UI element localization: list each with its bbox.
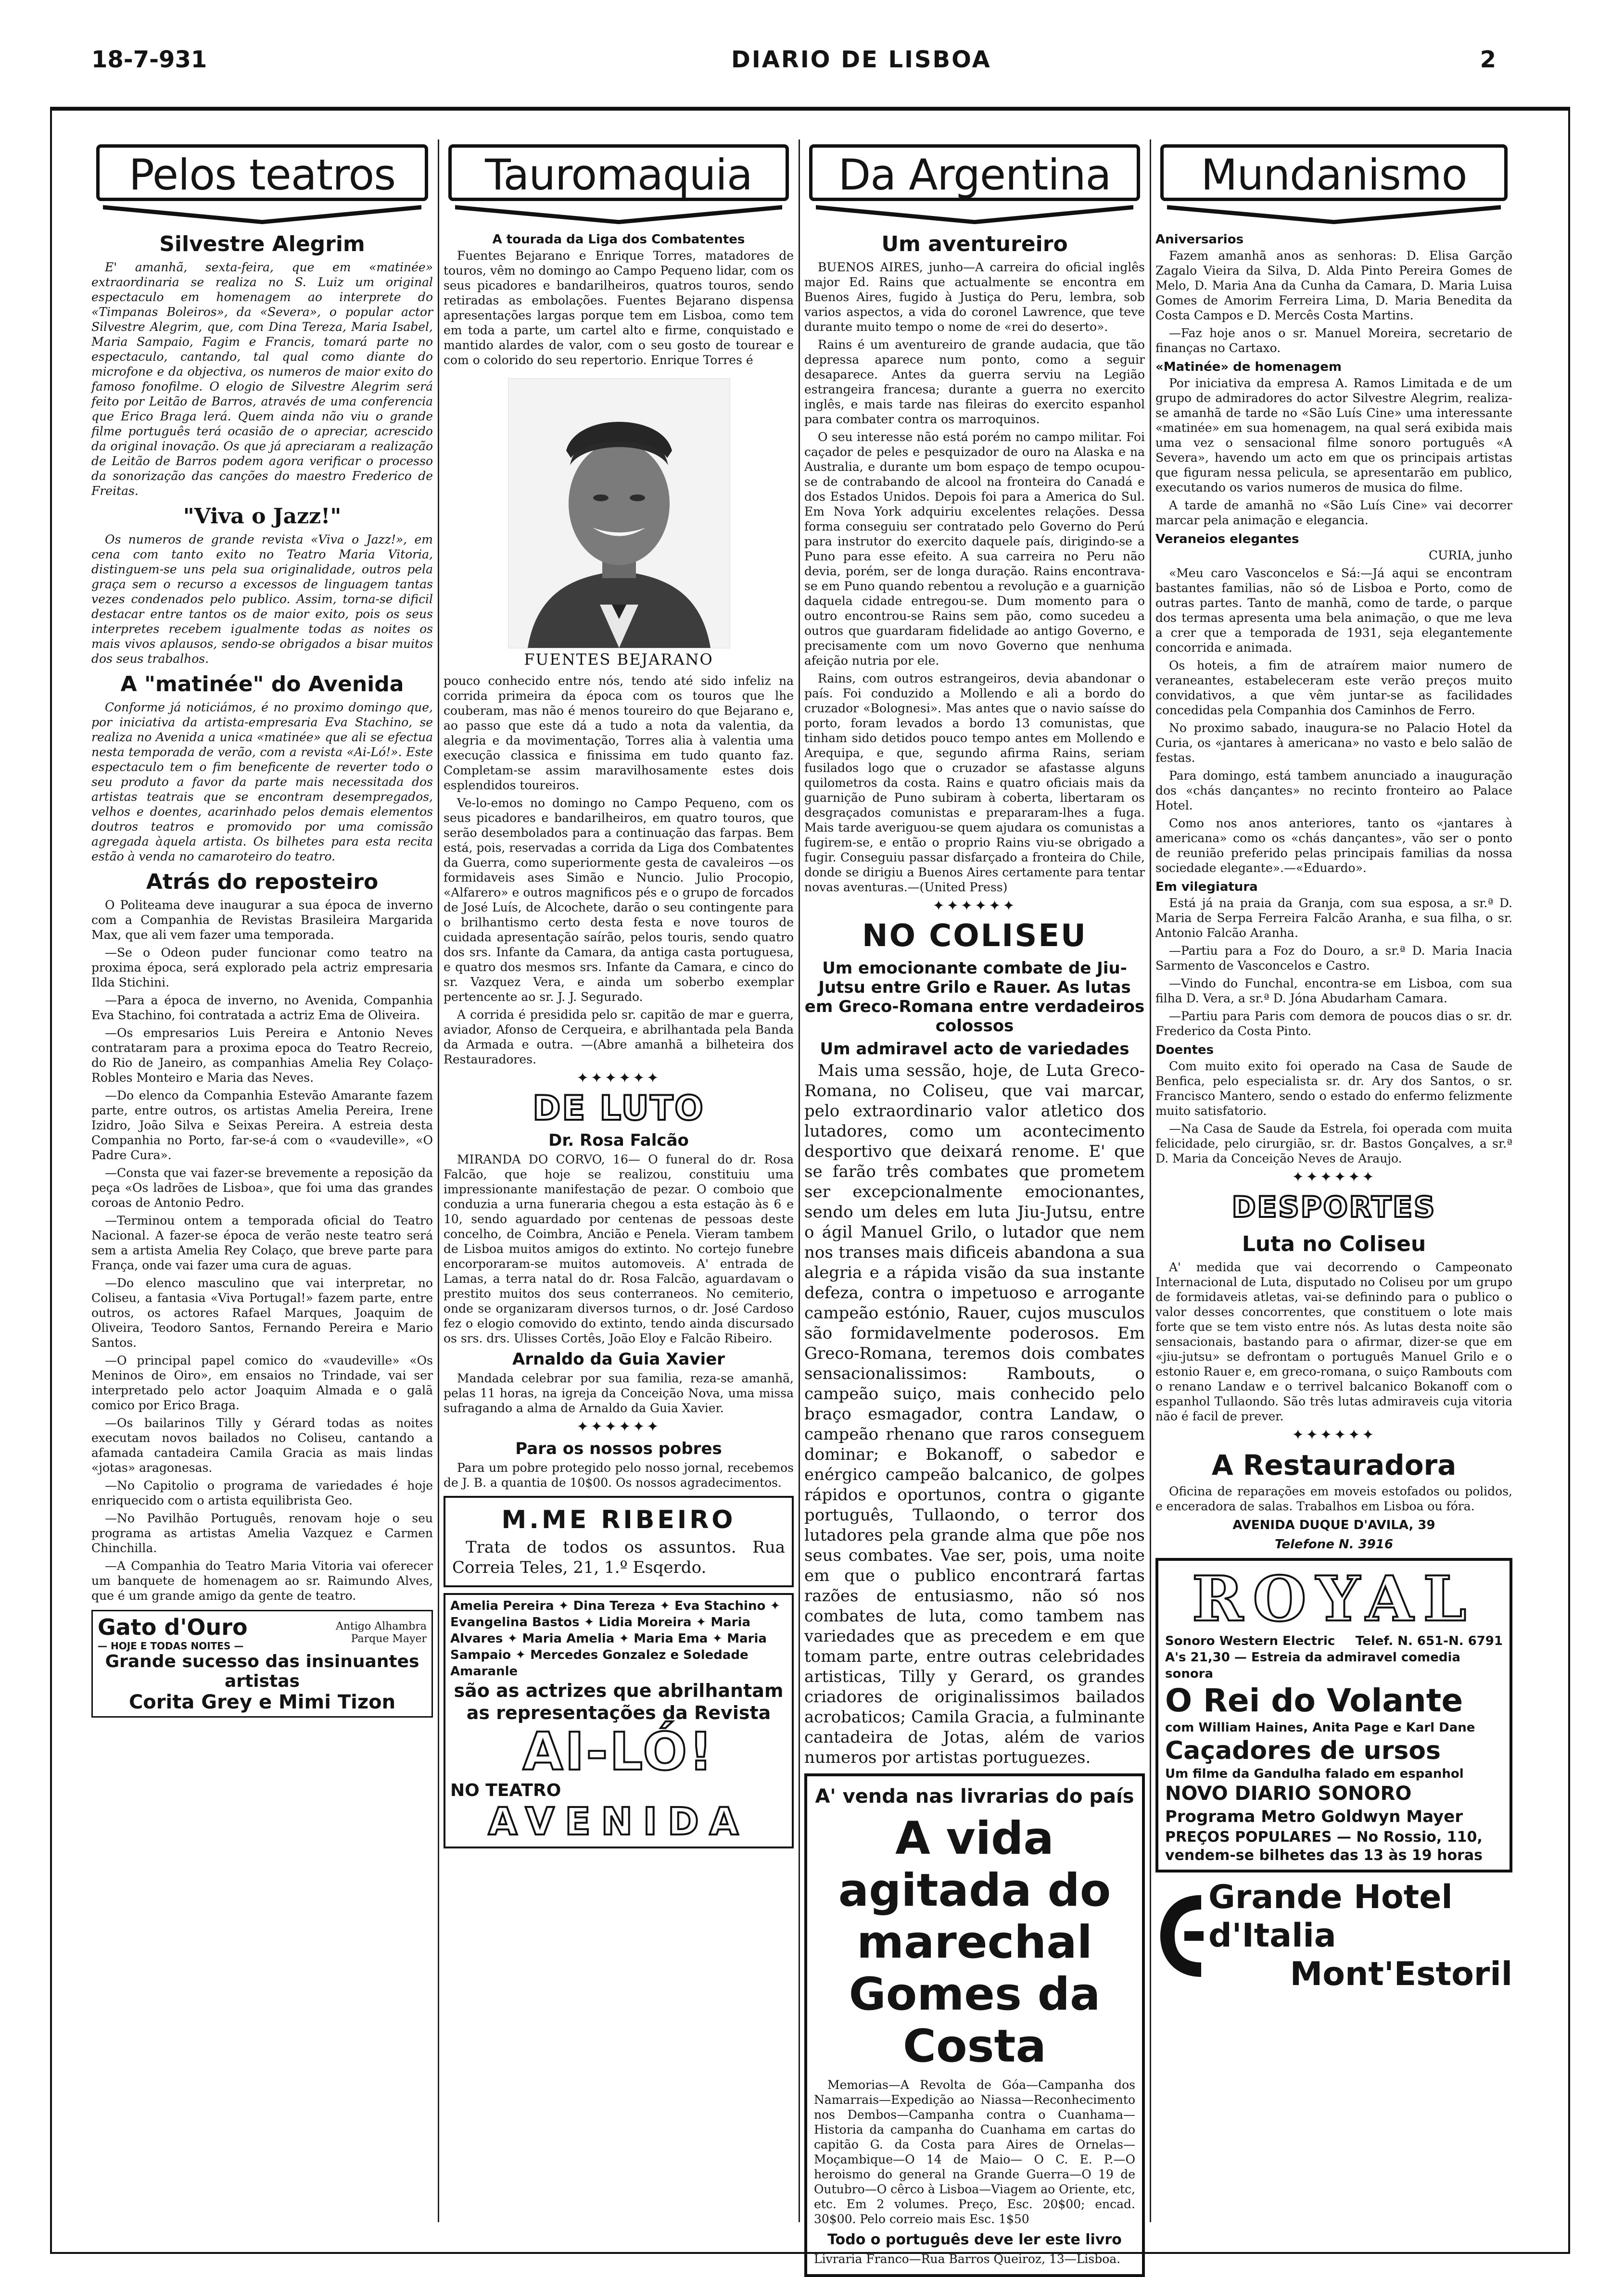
section-banner — [1155, 139, 1512, 225]
section-banner — [444, 139, 794, 225]
film-cast: com William Haines, Anita Page e Karl Dane — [1165, 1720, 1475, 1735]
news-item: —Os bailarinos Tilly y Gérard todas as noites executam novos bailados no Coliseu, cantando a afamada cantadeira Camila Gracia as mais lindas «jotas» aragonesas. — [91, 1416, 433, 1475]
obituary-body: MIRANDA DO CORVO, 16— O funeral do dr. Rosa Falcão, que hoje se realizou, constituiu uma impressionante manifestação de pezar. O comboio que conduzia a urna funeraria chegou a esta estação às 6 e 10, sendo aguardado por centenas de pessoas deste concelho, de Coimbra, Ancião e Penela. Vieram tambem de Lisboa muitos amigos do extinto. No cortejo funebre encorporaram-se muitos automoveis. A' entrada de Lamas, a terra natal do dr. Rosa Falcão, aguardavam o prestito muitos dos seus conterraneos. No cemiterio, onde se organizaram diversos turnos, o dr. José Cardoso fez o elogio comovido do extinto, tendo ainda discursado os srs. drs. Ulisses Cortês, João Eloy e Falcão Ribeiro. — [444, 1152, 794, 1345]
banner-swash — [1167, 203, 1501, 224]
society-body: Para domingo, está tambem anunciado a inauguração dos «chás dançantes» no recinto fronteiro ao Palace Hotel. — [1155, 769, 1512, 812]
society-body: —Partiu para a Foz do Douro, a sr.ª D. Maria Inacia Sarmento de Vasconcelos e Castro. — [1155, 944, 1512, 973]
column-argentina — [804, 139, 1145, 2266]
society-body: No proximo sabado, inaugura-se no Palacio Hotel da Curia, os «jantares à americana» no vasto e belo salão de festas. — [1155, 721, 1512, 765]
newsreel-title: NOVO DIARIO SONORO — [1165, 1783, 1412, 1805]
banner-swash — [103, 203, 421, 224]
society-heading: Doentes — [1155, 1043, 1214, 1057]
news-item: —No Capitolio o programa de variedades é hoje enriquecido com o artista equilibrista Geo. — [91, 1479, 433, 1507]
society-heading: Veraneios elegantes — [1155, 532, 1299, 546]
dateline: CURIA, junho — [1429, 548, 1512, 562]
article-heading: Silvestre Alegrim — [159, 232, 365, 256]
book-publisher: Livraria Franco—Rua Barros Queiroz, 13—Lisboa. — [814, 2252, 1121, 2266]
charity-body: Para um pobre protegido pelo nosso jornal, recebemos de J. B. a quantia de 10$00. Os nossos agradecimentos. — [444, 1461, 794, 1490]
cinema-sound-system: Sonoro Western Electric — [1165, 1634, 1335, 1648]
film-title: Caçadores de ursos — [1165, 1736, 1441, 1765]
article-heading: Luta no Coliseu — [1242, 1232, 1426, 1256]
hotel-ad — [1155, 1878, 1512, 1994]
coliseum-heading: NO COLISEU — [862, 918, 1087, 954]
divider-ornament: ✦✦✦✦✦✦ — [576, 1070, 661, 1087]
column-rule — [799, 139, 800, 2222]
article-heading: "Viva o Jazz!" — [183, 504, 342, 529]
section-banner — [91, 139, 433, 225]
society-body: —Na Casa de Saude da Estrela, foi operada com muita felicidade, pelo cirurgião, sr. dr. Bastos Gonçalves, a sr.ª D. Maria da Conceição Neves de Araujo. — [1155, 1122, 1512, 1165]
ad-name: M.ME RIBEIRO — [501, 1505, 736, 1534]
banner-swash — [816, 203, 1133, 224]
article-heading: Atrás do reposteiro — [146, 870, 379, 894]
royal-cinema-ad — [1155, 1558, 1512, 1872]
article-body: O seu interesse não está porém no campo militar. Foi caçador de peles e pesquizador de ouro na Alaska e na Australia, e durante um bom espaço de tempo ocupou-se de contrabando de alcool na fronteira do Canadá e dos Estados Unidos. Depois foi para a America do Sul. Em Nova York adquiriu excelentes relações. Dessa forma conseguiu ser contratado pelo Governo do Perú para instrutor do exercito daquele país, dirigindo-se a Puno para esse efeito. A sua carreira no Peru não devia, porém, ser de longa duração. Rains encontrava-se em Puno quando rebentou a revolução e a guarnição daquela cidade entregou-se. Dum momento para o outro encontrou-se Rains sem pão, como sucedeu a outros que guardaram fidelidade ao antigo Governo, e precisamente com um novo Governo que nenhuma afeição nutria por ele. — [804, 430, 1145, 668]
news-item: —No Pavilhão Português, renovam hoje o seu programa as artistas Amelia Vazquez e Carmen Chinchilla. — [91, 1511, 433, 1555]
divider-ornament: ✦✦✦✦✦✦ — [932, 898, 1017, 914]
news-item: —Do elenco da Companhia Estevão Amarante fazem parte, entre outros, os artistas Amelia Pereira, Irene Izidro, João Silva e Seixas Pereira. A estreia desta Companhia no Porto, far-se-á com o «vaudeville», «O Padre Cura». — [91, 1088, 433, 1162]
section-banner — [804, 139, 1145, 225]
article-body: Rains, com outros estrangeiros, devia abandonar o país. Foi conduzido a Mollendo e ali a bordo do cruzador «Bolognesi». Mas antes que o navio saísse do porto, foram levados a bordo 13 comunistas, que tinham sido detidos pouco tempo antes em Mollendo e Arequipa, e que, segundo afirma Rains, seriam fusilados logo que o cruzador se afastasse alguns quilometros da costa. Rains e quatro oficiais mais da guarnição de Puno subiram à coberta, libertaram os desgraçados comunistas e prepararam-lhes a fuga. Mais tarde averiguou-se quem ajudara os comunistas a fugirem-se, e então o proprio Rains viu-se obrigado a fugir. Conseguiu passar disfarçado a fronteira do Chile, donde se dirigiu a Buenos Aires certamente para tentar novas aventuras.—(United Press) — [804, 671, 1145, 894]
society-body: A tarde de amanhã no «São Luís Cine» vai decorrer marcar pela animação e elegancia. — [1155, 498, 1512, 527]
banner-swash — [455, 203, 782, 224]
section-title: Pelos teatros — [128, 150, 396, 200]
society-body: Está já na praia da Granja, com sua esposa, a sr.ª D. Maria de Serpa Ferreira Falcão Aranha, e sua filha, o sr. Antonio Falcão Aranha. — [1155, 896, 1512, 940]
news-item: —A Companhia do Teatro Maria Vitoria vai oferecer um banquete de homenagem ao sr. Raimundo Alves, que é um grande amigo da gente de teatro. — [91, 1559, 433, 1603]
article-body: A corrida é presidida pelo sr. capitão de mar e guerra, aviador, Afonso de Cerqueira, e abrilhantada pela Banda da Armada e outra. —(Abre amanhã a bilheteira dos Restauradores. — [444, 1008, 794, 1066]
society-body: —Partiu para Paris com demora de poucos dias o sr. dr. Frederico da Costa Pinto. — [1155, 1009, 1512, 1038]
society-body: «Meu caro Vasconcelos e Sá:—Já aqui se encontram bastantes familias, não só de Lisboa e Porto, como de outras partes. Tanto de manhã, como de tarde, o parque dos termas apresenta uma bela animação, o que me leva a crer que a temporada de 1931, seja elegantemente concorrida e animada. — [1155, 566, 1512, 655]
ad-venue-name: Gato d'Ouro — [98, 1614, 248, 1640]
coliseum-subheading: Um emocionante combate de Jiu-Jutsu entre Grilo e Rauer. As lutas em Greco-Romana entre verdadeiros colossos — [804, 959, 1145, 1036]
hotel-logo-icon — [1155, 1890, 1208, 1982]
coliseum-body: Mais uma sessão, hoje, de Luta Greco-Romana, no Coliseu, que vai marcar, pelo extraordinario valor atletico dos lutadores, como um acontecimento desportivo que deixará renome. E' que se farão três combates que prometem ser excepcionalmente emocionantes, sendo um deles em luta Jiu-Jutsu, entre o ágil Manuel Grilo, o lutador que nem nos transes mais dificeis abandona a sua alegria e a rápida visão da sua instante defeza, contra o impetuoso e arrogante campeão estónio, Rauer, cujos musculos são formidavelmente poderosos. Em Greco-Romana, teremos dois combates sensacionalissimos: Rambouts, o campeão suiço, mais conhecido pelo braço esmagador, contra Landaw, o campeão rhenano que raros conseguem dominar; e Bokanoff, o sabedor e enérgico campeão balcanico, de golpes rápidos e oportunos, contra o gigante português, Tullaondo, o terror dos lutadores pela grande alma que põe nos seus combates. Vae ser, pois, uma noite em que o publico encontrará fartas razões de entusiasmo, não só nos combates de luta, como tambem nas variedades que as precedem e em que tomam parte, entre outras celebridades artisticas, Tilly y Gerard, os grandes criadores de originalissimos bailados acrobaticos; Camila Gracia, a fulminante cantadeira de Jotas, além de varios numeros por artistas portuguezes. — [804, 1061, 1145, 1767]
divider-ornament: ✦✦✦✦✦✦ — [1292, 1169, 1376, 1186]
obituary-name: Arnaldo da Guia Xavier — [512, 1350, 725, 1369]
article-body: Ve-lo-emos no domingo no Campo Pequeno, com os seus picadores e bandarilheiros, em quatro touros, que serão desembolados para a continuação das farpas. Bem está, pois, reservadas a corrida da Liga dos Combatentes da Guerra, como superiormente gesta de cavaleiros —os formidaveis ases Simão e Nuncio. Julio Procopio, «Alfarero» e outros magnificos pés e o grupo de forcados de José Luís, de Alcochete, darão o seu contingente para o brilhantismo certo desta festa e nove touros de cuidada apresentação saírão, pelos touris, sendo quatro dos srs. Infante da Camara, da antiga casta portuguesa, e quatro dos mesmos srs. Infante da Camara, e cinco do sr. Vazquez Vera, e ainda um soberbo exemplar pertencente ao sr. J. J. Segurado. — [444, 796, 794, 1004]
news-item: —Os empresarios Luis Pereira e Antonio Neves contrataram para a proxima epoca do Teatro Recreio, do Rio de Janeiro, as companhias Amelia Rey Colaço-Robles Monteiro e Maria das Neves. — [91, 1026, 433, 1085]
ad-body: Trata de todos os assuntos. Rua Correia Teles, 21, 1.º Esqerdo. — [452, 1538, 785, 1577]
ad-tagline: — HOJE E TODAS NOITES — — [98, 1640, 244, 1652]
society-body: Por iniciativa da empresa A. Ramos Limitada e de um grupo de admiradores do actor Silvestre Alegrim, realiza-se amanhã de tarde no «São Luís Cine» uma interessante «matinée» em sua homenagem, na qual será exibida mais uma vez o sensacional filme sonoro português «A Severa», havendo um acto em que os principais artistas que figuram nessa pelicula, se apresentarão em publico, executando os varios numeros de musica do filme. — [1155, 376, 1512, 494]
ad-address: Antigo Alhambra — [335, 1620, 427, 1632]
section-title: Tauromaquia — [485, 150, 752, 200]
article-heading: A "matinée" do Avenida — [120, 672, 404, 696]
restauradora-ad-title: A Restauradora — [1211, 1449, 1457, 1481]
column-rule — [438, 139, 439, 2222]
book-title: A vida agitada do marechal Gomes da Costa — [838, 1812, 1111, 2073]
sports-section-title: DESPORTES — [1231, 1190, 1436, 1224]
ad-venue-label: NO TEATRO — [450, 1781, 561, 1800]
charity-heading: Para os nossos pobres — [515, 1439, 722, 1458]
obituary-body: Mandada celebrar por sua familia, reza-se amanhã, pelas 11 horas, na igreja da Conceição Nova, uma missa sufragando a alma de Arnaldo da Guia Xavier. — [444, 1371, 794, 1415]
article-body: BUENOS AIRES, junho—A carreira do oficial inglês major Ed. Rains que actualmente se encontra em Buenos Aires, fugido à Justiça do Peru, lembra, sob varios aspectos, a vida do coronel Lawrence, que teve durante muito tempo o nome de «rei do deserto». — [804, 260, 1145, 334]
article-heading: Um aventureiro — [881, 232, 1068, 256]
news-item: —Consta que vai fazer-se brevemente a reposição da peça «Os ladrões de Lisboa», que foi uma das grandes coroas de Antonio Pedro. — [91, 1166, 433, 1210]
ad-address: Parque Mayer — [351, 1633, 427, 1645]
society-body: Com muito exito foi operado na Casa de Saude de Benfica, pelo especialista sr. dr. Ary dos Santos, o sr. Francisco Mantero, sendo o estado do enfermo felizmente muito satisfatorio. — [1155, 1059, 1512, 1118]
society-body: Como nos anos anteriores, tanto os «jantares à americana» como os «chás dançantes», vão ser o ponto de reunião preferido pelas principais familias da nossa sociedade elegante».—«Eduardo». — [1155, 816, 1512, 875]
program-label: Programa Metro Goldwyn Mayer — [1165, 1807, 1463, 1826]
society-body: Fazem amanhã anos as senhoras: D. Elisa Garção Zagalo Vieira da Silva, D. Alda Pinto Pereira Gomes de Melo, D. Maria Ana da Cunha da Camara, D. Maria Luisa Gomes de Amorim Ferreira Lima, D. Maria Benedita da Costa Campos e D. Mercês Costa Martins. — [1155, 249, 1512, 322]
column-society — [1155, 139, 1512, 2222]
society-body: —Faz hoje anos o sr. Manuel Moreira, secretario de finanças no Cartaxo. — [1155, 326, 1512, 355]
ad-cast-list: Amelia Pereira ✦ Dina Tereza ✦ Eva Stachino ✦ Evangelina Bastos ✦ Lidia Moreira ✦ Maria Alvares ✦ Maria Amelia ✦ Maria Ema ✦ Maria Sampaio ✦ Mercedes Gonzalez e Soledade Amaranle — [450, 1599, 781, 1679]
society-heading: Aniversarios — [1155, 232, 1244, 247]
obituary-name: Dr. Rosa Falcão — [548, 1131, 689, 1150]
book-description: Memorias—A Revolta de Góa—Campanha dos Namarrais—Expedição ao Niassa—Reconhecimento nos Dembos—Campanha contra o Cuanhama—Historia da campanha do Cuanhama em cartas do capitão G. da Costa para Aires de Ornelas—Moçambique—O 14 de Maio— O C. E. P.—O heroismo do general na Grande Guerra—O 19 de Outubro—O cêrco à Lisboa—Viagem ao Oriente, etc, etc. Em 2 volumes. Preço, Esc. 20$00; encad. 30$00. Pelo correio mais Esc. 1$50 — [814, 2078, 1135, 2226]
ad-kicker: A' venda nas livrarias do país — [815, 1785, 1134, 1808]
hotel-location: Mont'Estoril — [1290, 1955, 1512, 1993]
bullfighter-photo — [508, 378, 729, 669]
section-title: Da Argentina — [838, 150, 1111, 200]
news-item: —Do elenco masculino que vai interpretar, no Coliseu, a fantasia «Viva Portugal!» fazem parte, entre outros, os actores Rafael Marques, Joaquim de Oliveira, Teodoro Santos, Fernando Pereira e Mario Santos. — [91, 1276, 433, 1350]
book-ad — [804, 1773, 1145, 2277]
article-body: pouco conhecido entre nós, tendo até sido infeliz na corrida primeira da época com os touros que lhe couberam, mas não é menos toureiro do que Bejarano e, ao passo que este dá a tudo a nota da valentia, da alegria e da movimentação, Torres alia à valentia uma execução classica e finissima em tudo quanto faz. Completam-se assim maravilhosamente estes dois esplendidos toureiros. — [444, 674, 794, 792]
screening-time: A's 21,30 — Estreia da admiravel comedia sonora — [1165, 1650, 1460, 1681]
book-slogan: Todo o português deve ler este livro — [827, 2231, 1122, 2248]
news-item: O Politeama deve inaugurar a sua época de inverno com a Companhia de Revistas Brasileira Margarida Max, que ali vem fazer uma temporada. — [91, 898, 433, 942]
film-title: O Rei do Volante — [1165, 1682, 1463, 1719]
article-body: A' medida que vai decorrendo o Campeonato Internacional de Luta, disputado no Coliseu por um grupo de formidaveis atletas, vai-se definindo para o publico o valor desses concorrentes, que constituem o lote mais forte que se tem visto entre nós. As lutas desta noite são sensacionais, bastando para o afirmar, dizer-se que em «jiu-jutsu» se defrontam o português Manuel Grilo e o estonio Rauer e, em greco-romana, o suiço Rambouts com o renano Landaw e o terrivel balcanico Bokanoff com o espanhol Tullaondo. São três lutas admiraveis cuja vitoria não é facil de prever. — [1155, 1260, 1512, 1423]
ad-phone: Telefone N. 3916 — [1275, 1537, 1393, 1552]
article-body: E' amanhã, sexta-feira, que em «matinée» extraordinaria se realiza no S. Luiz um original espectaculo em homenagem ao interprete do «Timpanas Boleiros», da «Severa», o popular actor Silvestre Alegrim, que, com Dina Tereza, Maria Isabel, Maria Sampaio, Fagim e Francis, tomará parte no espectaculo, cantando, tal qual como diante do microfone e da objectiva, os numeros de maior exito do famoso fonofilme. O elogio de Silvestre Alegrim será feito por Leitão de Barros, através de uma conferencia que Erico Braga lerá. Quem ainda não viu o grande filme português terá ocasião de o apreciar, acrescido da original inovação. Os que já apreciaram a realização de Leitão de Barros podem agora verificar o processo da sonorização das canções do maestro Frederico de Freitas. — [91, 260, 433, 498]
society-heading: «Matinée» de homenagem — [1155, 360, 1342, 374]
article-body: Os numeros de grande revista «Viva o Jazz!», em cena com tanto exito no Teatro Maria Vitoria, distinguem-se uns pela sua originalidade, outros pela graça sem o recurso a excessos de linguagem tantas vezes condenados pelo publico. Assim, torna-se dificil destacar entre tantos os de maior exito, pois os seus interpretes recebem igualmente todas as noites os mais vivos aplausos, sendo-se obrigados a bisar muitos dos seus trabalhos. — [91, 532, 433, 666]
article-body: Conforme já noticiámos, é no proximo domingo que, por iniciativa da artista-empresaria Eva Stachino, se realiza no Avenida a unica «matinée» que ali se efectua nesta temporada de verão, com a revista «Ai-Ló!». Este espectaculo tem o fim beneficente de reverter todo o seu produto a favor da parte mais necessitada dos artistas teatrais que se encontram desempregados, velhos e doentes, acarinhado pelos demais elementos doutros teatros e promovido por uma comissão agregada àquela artista. Os bilhetes para esta recita estão à venda no camaroteiro do teatro. — [91, 700, 433, 863]
revue-title: AI-LÓ! — [522, 1722, 715, 1782]
news-item: —Se o Odeon puder funcionar como teatro na proxima época, será explorado pela actriz empresaria Ilda Stichini. — [91, 946, 433, 989]
section-title: Mundanismo — [1201, 150, 1467, 200]
news-item: —Terminou ontem a temporada oficial do Teatro Nacional. A fazer-se época de verão neste teatro será sem a artista Amelia Rey Colaço, que breve parte para França, onde vai fazer uma cura de aguas. — [91, 1214, 433, 1272]
ad-address: AVENIDA DUQUE D'AVILA, 39 — [1232, 1518, 1435, 1532]
news-item: —Para a época de inverno, no Avenida, Companhia Eva Stachino, foi contratada a actriz Ema de Oliveira. — [91, 993, 433, 1022]
column-theatres — [91, 139, 433, 2222]
ad-headline: Grande sucesso das insinuantes artistas — [105, 1652, 419, 1691]
newspaper-name: DIARIO DE LISBOA — [731, 46, 991, 73]
ticket-prices: PREÇOS POPULARES — No Rossio, 110, vendem-se bilhetes das 13 às 19 horas — [1165, 1829, 1483, 1864]
society-body: —Vindo do Funchal, encontra-se em Lisboa, com sua filha D. Vera, a sr.ª D. Jóna Abudarham Camara. — [1155, 976, 1512, 1005]
ad-subtitle: são as actrizes que abrilhantam as representações da Revista — [454, 1680, 784, 1723]
society-body: Os hoteis, a fim de atraírem maior numero de veraneantes, estabeleceram este verão preços muito convidativos, a que vêm juntar-se as facilidades concedidas pela Companhia dos Caminhos de Ferro. — [1155, 658, 1512, 717]
column-rule — [1150, 139, 1151, 2222]
gato-douro-ad — [91, 1610, 433, 1718]
cinema-name: ROYAL — [1192, 1563, 1476, 1635]
news-item: —O principal papel comico do «vaudeville» «Os Meninos de Oiro», em ensaios no Trindade, vai ser interpretado pelo actor Joaquim Almada e o galã comico por Erico Braga. — [91, 1354, 433, 1412]
issue-date: 18-7-931 — [91, 46, 207, 73]
coliseum-subheading: Um admiravel acto de variedades — [820, 1039, 1129, 1059]
page-number: 2 — [1480, 46, 1496, 73]
ad-venue-name: AVENIDA — [488, 1800, 749, 1844]
ribeiro-ad — [444, 1496, 794, 1587]
portrait-image — [508, 378, 730, 648]
hotel-name: Grande Hotel d'Italia — [1208, 1878, 1453, 1955]
society-heading: Em vilegiatura — [1155, 880, 1258, 894]
cinema-phone: Telef. N. 651-N. 6791 — [1355, 1634, 1503, 1648]
mourning-section-title: DE LUTO — [533, 1088, 705, 1128]
ad-performers: Corita Grey e Mimi Tizon — [128, 1691, 396, 1713]
article-body: Rains é um aventureiro de grande audacia, que tão depressa aparece num ponto, como a seguir desaparece. Antes da guerra serviu na Legião estrangeira francesa; durante a guerra no exercito inglês, e mais tarde nas fileiras do exercito espanhol para combater contra os marroquinos. — [804, 338, 1145, 426]
divider-ornament: ✦✦✦✦✦✦ — [1292, 1427, 1376, 1443]
column-bullfighting — [444, 139, 794, 2222]
page-header — [91, 46, 1496, 85]
divider-ornament: ✦✦✦✦✦✦ — [576, 1418, 661, 1435]
article-heading: A tourada da Liga dos Combatentes — [492, 232, 745, 247]
ailo-revue-ad — [444, 1593, 794, 1848]
restauradora-ad-body: Oficina de reparações em moveis estofados ou polidos, e enceradora de salas. Trabalhos em Lisboa ou fóra. — [1155, 1484, 1512, 1513]
article-body: Fuentes Bejarano e Enrique Torres, matadores de touros, vêm no domingo ao Campo Pequeno lidar, com os seus picadores e bandarilheiros, quatros touros, sendo retiradas as embolações. Fuentes Bejarano dispensa apresentações largas porque tem em Lisboa, como tem em toda a parte, um cartel alto e firme, conquistado e mantido alardes de valor, com o seu gosto de tourear e com o colorido do seu repertorio. Enrique Torres é — [444, 249, 794, 367]
film-description: Um filme da Gandulha falado em espanhol — [1165, 1767, 1464, 1781]
photo-caption: FUENTES BEJARANO — [524, 650, 713, 669]
